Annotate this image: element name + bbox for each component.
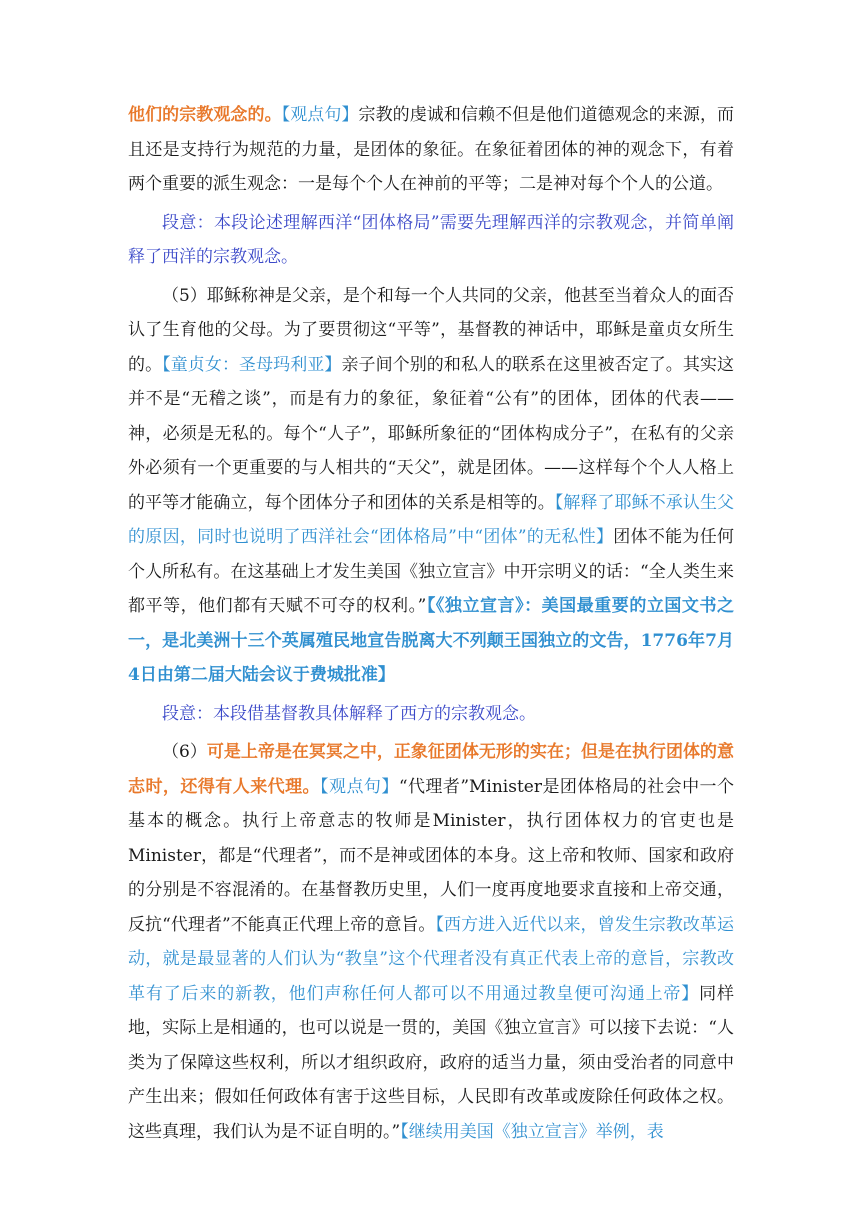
body-text: “代理者”Minister是团体格局的社会中一个基本的概念。执行上帝意志的牧师是Minister，执行团体权力的官吏也是Minister，都是“代理者”，而不是神或团体的本身。这上帝和牧师、国家和政府的分别是不容混淆的。在基督教历史里，人们一度再度地要求直接和上帝交通，反抗“代理者”不能真正代理上帝的意旨。 [128, 776, 735, 935]
paragraph-5 [128, 279, 734, 693]
annotation-note: 【《独立宣言》：美国最重要的立国文书之一，是北美洲十三个英属殖民地宣告脱离大不列颠王国独立的文告，1776年7月4日由第二届大陆会议于费城批准】 [128, 596, 734, 685]
document-page [128, 98, 734, 1153]
annotation-note: 【继续用美国《独立宣言》举例，表 [400, 1121, 664, 1142]
key-sentence-highlight: 可是上帝是在冥冥之中，正象征团体无形的实在；但是在执行团体的意志时，还得有人来代理。 [128, 742, 734, 797]
body-text: （5）耶稣称神是父亲，是个和每一个人共同的父亲，他甚至当着众人的面否认了生育他的父母。为了要贯彻这“平等”，基督教的神话中，耶稣是童贞女所生的。 [128, 285, 734, 375]
body-text: 团体不能为任何个人所私有。在这基础上才发生美国《独立宣言》中开宗明义的话：“全人类生来都平等，他们都有天赋不可夺的权利。” [128, 527, 735, 616]
paragraph-6 [128, 735, 734, 1149]
annotation-tag: 【观点句】 [320, 776, 399, 797]
annotation-note: 【解释了耶稣不承认生父的原因，同时也说明了西洋社会“团体格局”中“团体”的无私性】 [128, 492, 735, 547]
body-text: 宗教的虔诚和信赖不但是他们道德观念的来源，而且还是支持行为规范的力量，是团体的象征。在象征着团体的神的观念下，有着两个重要的派生观念：一是每个个人在神前的平等；二是神对每个个人的公道。 [128, 105, 735, 194]
annotation-note: 【西方进入近代以来，曾发生宗教改革运动，就是最显著的人们认为“教皇”这个代理者没有真正代表上帝的意旨，宗教改革有了后来的新教，他们声称任何人都可以不用通过教皇便可沟通上帝】 [128, 914, 734, 1004]
body-text: 亲子间个别的和私人的联系在这里被否定了。其实这并不是“无稽之谈”，而是有力的象征，象征着“公有”的团体，团体的代表——神，必须是无私的。每个“人子”，耶稣所象征的“团体构成分子”，在私有的父亲外必须有一个更重要的与人相共的“天父”，就是团体。——这样每个个人人格上的平等才能确立，每个团体分子和团体的关系是相等的。 [128, 354, 735, 513]
annotation-tag: 【观点句】 [281, 105, 359, 125]
paragraph-number: （6） [162, 742, 207, 762]
body-text: 同样地，实际上是相通的，也可以说是一贯的，美国《独立宣言》可以接下去说：“人类为了保障这些权利，所以才组织政府，政府的适当力量，须由受治者的同意中产生出来；假如任何政体有害于这些目标，人民即有改革或废除任何政体之权。这些真理，我们认为是不证自明的。” [128, 983, 735, 1142]
paragraph-summary-1: 段意：本段论述理解西洋“团体格局”需要先理解西洋的宗教观念，并简单阐释了西洋的宗教观念。 [128, 212, 734, 267]
paragraph-religion [128, 98, 734, 202]
annotation-note: 【童贞女：圣母玛利亚】 [162, 354, 342, 375]
paragraph-summary-2: 段意：本段借基督教具体解释了西方的宗教观念。 [162, 703, 536, 724]
key-sentence-highlight: 他们的宗教观念的。 [128, 105, 282, 125]
